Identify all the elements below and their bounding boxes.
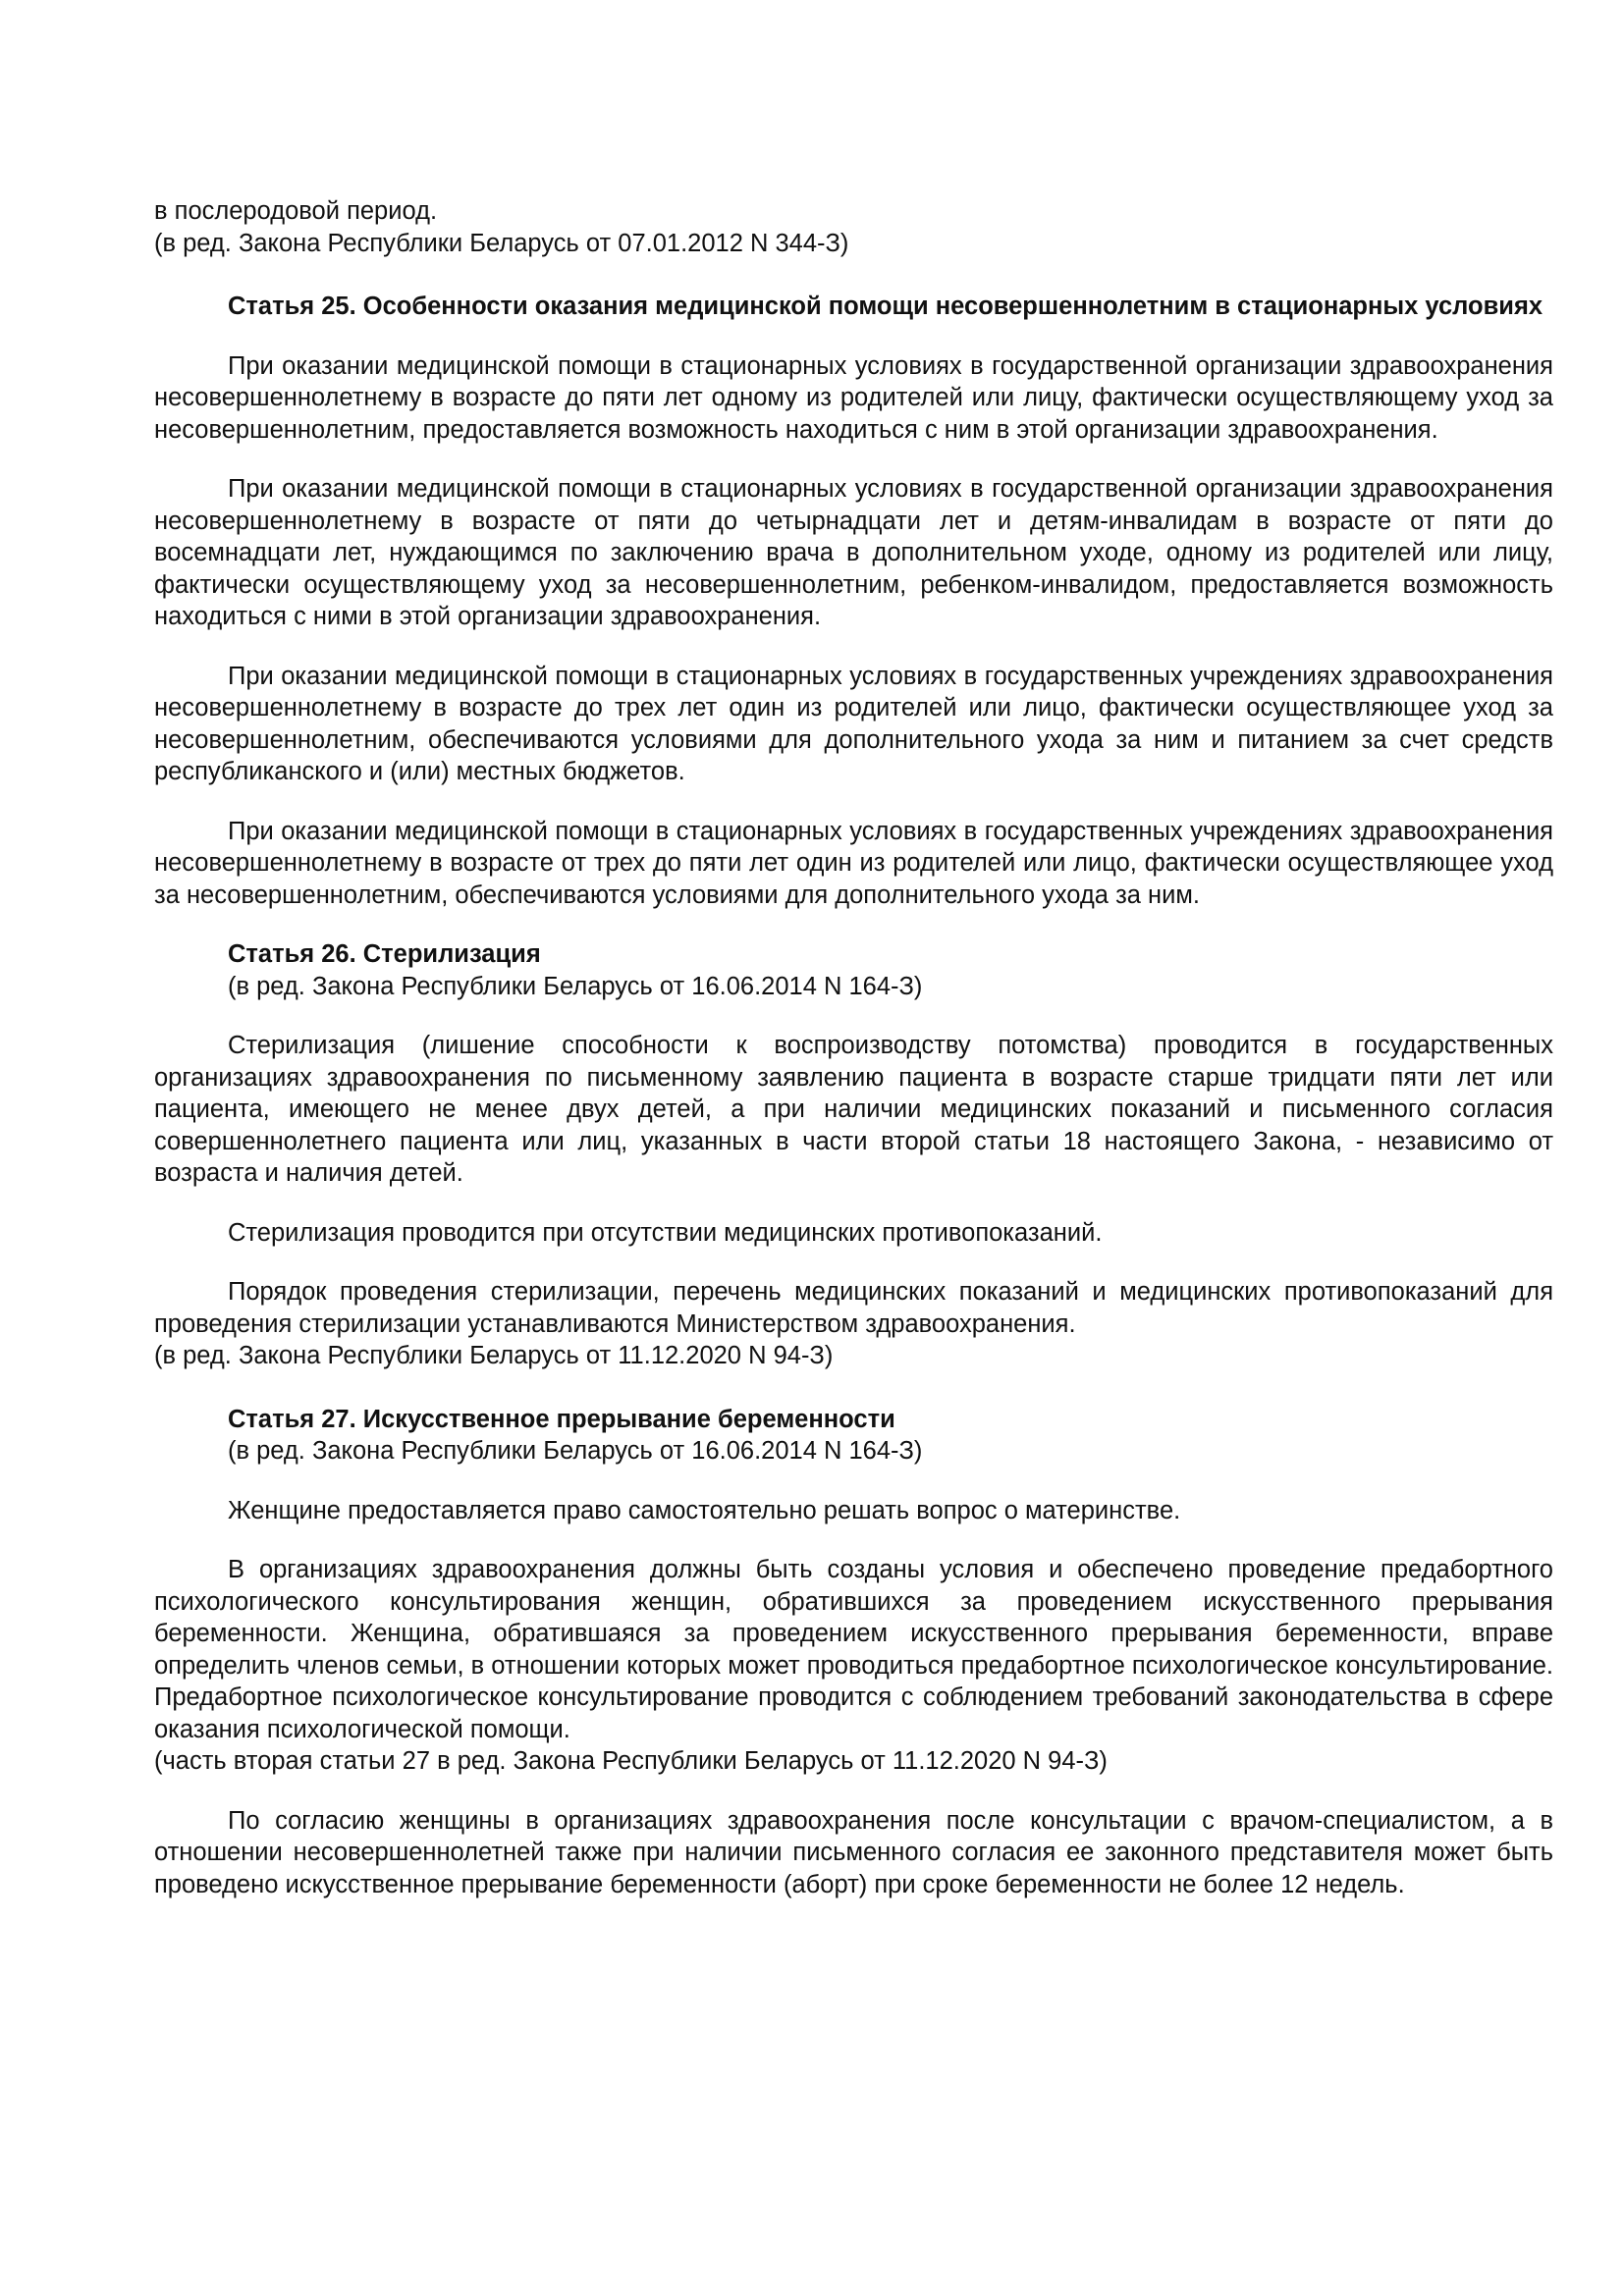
article-27-paragraph-1: Женщине предоставляется право самостоятельно решать вопрос о материнстве. [228,1496,1181,1524]
article-26-heading: Статья 26. Стерилизация [228,940,541,968]
article-27-heading: Статья 27. Искусственное прерывание беременности [228,1405,895,1433]
article-25-paragraph-4: При оказании медицинской помощи в стационарных условиях в государственных учреждениях здравоохранения несовершеннолетнему в возрасте от трех до пяти лет один из родителей или лицо, фактически осуществляющее уход за несовершеннолетним, обеспечиваются условиями для дополнительного ухода за ним. [154,817,1553,909]
amendment-note: (в ред. Закона Республики Беларусь от 11.12.2020 N 94-З) [154,1342,834,1369]
article-25-heading: Статья 25. Особенности оказания медицинской помощи несовершеннолетним в стационарных условиях [228,293,1543,320]
article-26-paragraph-1: Стерилизация (лишение способности к воспроизводству потомства) проводится в государственных организациях здравоохранения по письменному заявлению пациента в возрасте старше тридцати пяти лет или пациента, имеющего не менее двух детей, а при наличии медицинских показаний и письменного согласия совершеннолетнего пациента или лиц, указанных в части второй статьи 18 настоящего Закона, - независимо от возраста и наличия детей. [154,1032,1553,1187]
article-26-paragraph-3: Порядок проведения стерилизации, перечень медицинских показаний и медицинских противопоказаний для проведения стерилизации устанавливаются Министерством здравоохранения. [154,1278,1553,1338]
document-page [154,195,1553,1900]
article-25-paragraph-1: При оказании медицинской помощи в стационарных условиях в государственной организации здравоохранения несовершеннолетнему в возрасте до пяти лет одному из родителей или лицу, фактически осуществляющему уход за несовершеннолетним, предоставляется возможность находиться с ним в этой организации здравоохранения. [154,351,1553,444]
article-26-paragraph-2: Стерилизация проводится при отсутствии медицинских противопоказаний. [228,1218,1103,1247]
text-line: в послеродовой период. [154,197,438,225]
article-25-paragraph-2: При оказании медицинской помощи в стационарных условиях в государственной организации здравоохранения несовершеннолетнему в возрасте от пяти до четырнадцати лет и детям-инвалидам в возрасте от пяти до восемнадцати лет, нуждающимся по заключению врача в дополнительном уходе, одному из родителей или лицу, фактически осуществляющему уход за несовершеннолетним, ребенком-инвалидом, предоставляется возможность находиться с ними в этой организации здравоохранения. [154,475,1553,630]
article-27-paragraph-2: В организациях здравоохранения должны быть созданы условия и обеспечено проведение предабортного психологического консультирования женщин, обратившихся за проведением искусственного прерывания беременности. Женщина, обратившаяся за проведением искусственного прерывания беременности, вправе определить членов семьи, в отношении которых может проводиться предабортное психологическое консультирование. Предабортное психологическое консультирование проводится с соблюдением требований законодательства в сфере оказания психологической помощи. [154,1556,1553,1743]
amendment-note: (в ред. Закона Республики Беларусь от 16.06.2014 N 164-З) [228,972,923,1000]
amendment-note: (в ред. Закона Республики Беларусь от 07.01.2012 N 344-З) [154,229,849,257]
amendment-note: (в ред. Закона Республики Беларусь от 16.06.2014 N 164-З) [228,1437,923,1465]
article-25-paragraph-3: При оказании медицинской помощи в стационарных условиях в государственных учреждениях здравоохранения несовершеннолетнему в возрасте до трех лет один из родителей или лицо, фактически осуществляющее уход за несовершеннолетним, обеспечиваются условиями для дополнительного ухода за ним и питанием за счет средств республиканского и (или) местных бюджетов. [154,662,1553,785]
article-27-paragraph-3: По согласию женщины в организациях здравоохранения после консультации с врачом-специалистом, а в отношении несовершеннолетней также при наличии письменного согласия ее законного представителя может быть проведено искусственное прерывание беременности (аборт) при сроке беременности не более 12 недель. [154,1806,1553,1898]
amendment-note: (часть вторая статьи 27 в ред. Закона Республики Беларусь от 11.12.2020 N 94-З) [154,1747,1108,1775]
